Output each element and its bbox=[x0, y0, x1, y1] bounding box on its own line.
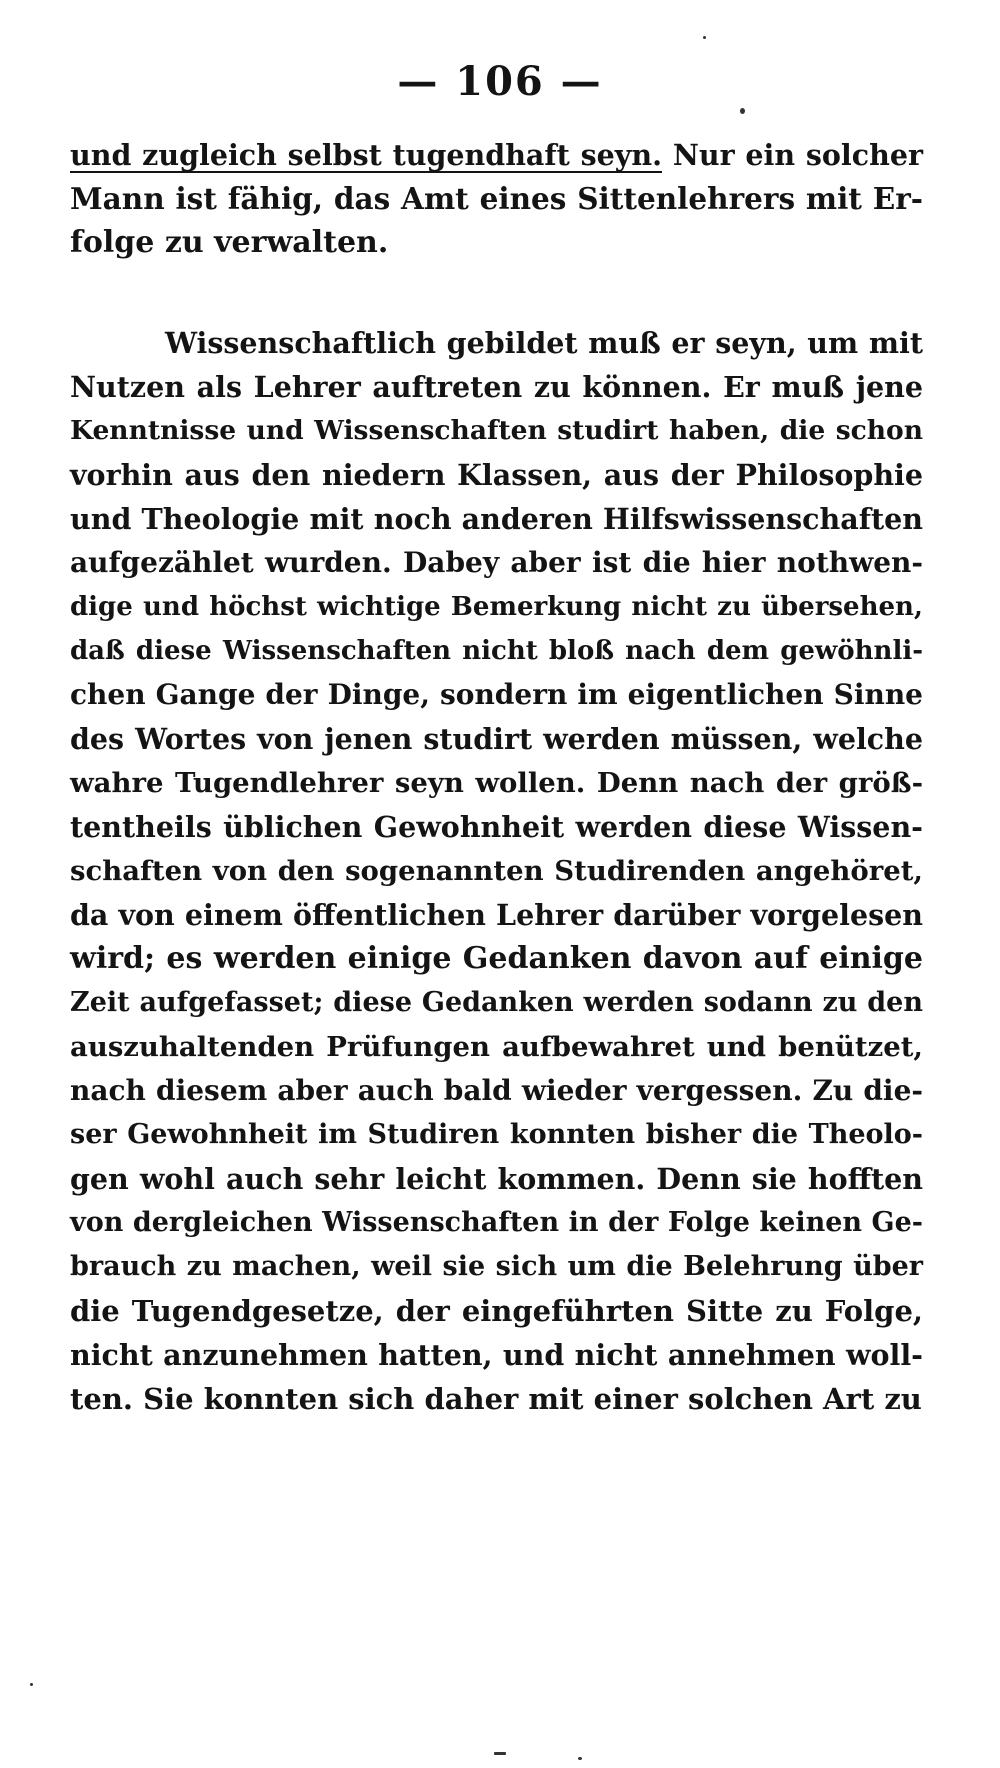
print-speck bbox=[578, 1757, 582, 1760]
text-line bbox=[70, 130, 923, 180]
text-line: und Theologie mit noch anderen Hilfswissenschaften bbox=[70, 502, 923, 536]
text-line: die Tugendgesetze, der eingeführten Sitte zu Folge, bbox=[70, 1294, 923, 1328]
text-line: dige und höchst wichtige Bemerkung nicht zu übersehen, bbox=[70, 592, 923, 622]
print-speck bbox=[740, 108, 745, 114]
text-line: da von einem öffentlichen Lehrer darüber vorgelesen bbox=[70, 898, 923, 932]
text-line: Nutzen als Lehrer auftreten zu können. Er muß jene bbox=[70, 370, 923, 404]
text-line: vorhin aus den niedern Klassen, aus der Philosophie bbox=[70, 458, 923, 492]
text-line: ten. Sie konnten sich daher mit einer solchen Art zu bbox=[70, 1382, 922, 1416]
text-line: von dergleichen Wissenschaften in der Folge keinen Ge- bbox=[70, 1207, 923, 1238]
underlined-phrase: und zugleich selbst tugendhaft seyn. bbox=[70, 138, 662, 172]
text-line: wird; es werden einige Gedanken davon auf einige bbox=[70, 941, 923, 976]
text-line: chen Gange der Dinge, sondern im eigentlichen Sinne bbox=[70, 678, 923, 711]
text-line: Wissenschaftlich gebildet muß er seyn, um mit bbox=[165, 326, 923, 360]
text-line: schaften von den sogenannten Studirenden angehöret, bbox=[70, 855, 923, 887]
text-fragment: Nur ein solcher bbox=[672, 138, 923, 172]
print-speck bbox=[494, 1752, 506, 1755]
text-line: auszuhaltenden Prüfungen aufbewahret und benützet, bbox=[70, 1031, 923, 1063]
text-line: brauch zu machen, weil sie sich um die Belehrung über bbox=[70, 1251, 923, 1282]
print-speck bbox=[703, 36, 706, 39]
text-line: nach diesem aber auch bald wieder vergessen. Zu die- bbox=[70, 1074, 923, 1107]
text-line: tentheils üblichen Gewohnheit werden diese Wissen- bbox=[70, 810, 923, 844]
text-line: aufgezählet wurden. Dabey aber ist die hier nothwen- bbox=[70, 546, 923, 579]
text-line: nicht anzunehmen hatten, und nicht annehmen woll- bbox=[70, 1338, 923, 1372]
text-line: daß diese Wissenschaften nicht bloß nach dem gewöhnli- bbox=[70, 636, 923, 666]
text-line: folge zu verwalten. bbox=[70, 225, 389, 260]
text-line: gen wohl auch sehr leicht kommen. Denn sie hofften bbox=[70, 1162, 923, 1196]
text-line: wahre Tugendlehrer seyn wollen. Denn nach der größ- bbox=[70, 767, 923, 799]
text-line: des Wortes von jenen studirt werden müssen, welche bbox=[70, 722, 923, 756]
text-line: ser Gewohnheit im Studiren konnten bisher die Theolo- bbox=[70, 1119, 923, 1150]
text-line: Zeit aufgefasset; diese Gedanken werden sodann zu den bbox=[70, 987, 923, 1018]
text-line: Kenntnisse und Wissenschaften studirt haben, die schon bbox=[70, 415, 923, 446]
text-line: Mann ist fähig, das Amt eines Sittenlehrers mit Er- bbox=[70, 181, 923, 216]
print-speck bbox=[30, 1683, 33, 1686]
page-number: — 106 — bbox=[397, 58, 603, 105]
